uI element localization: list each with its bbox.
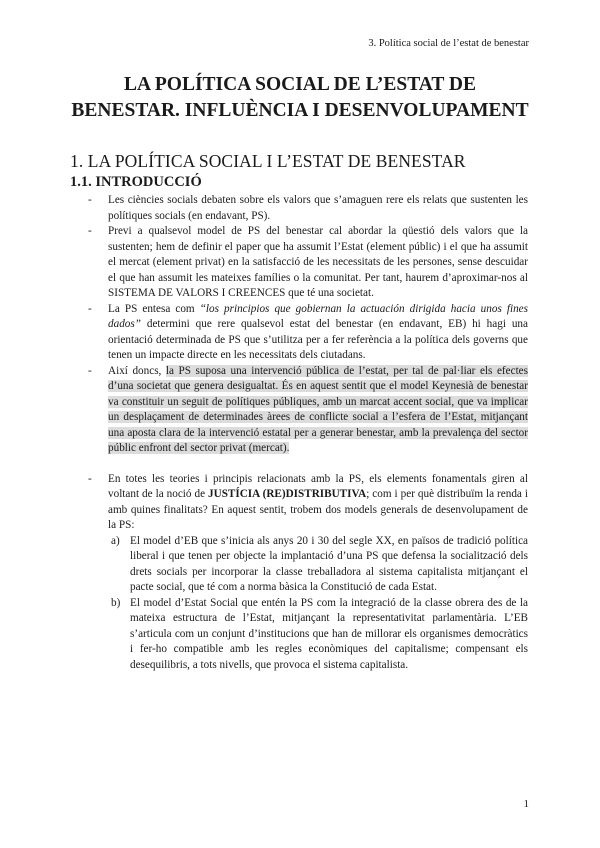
quote-text: “los principios que gobiernan la actuación dirigida hacia unos fines dados” <box>108 302 528 330</box>
subsection-heading: 1.1. INTRODUCCIÓ <box>70 174 202 190</box>
paragraph-text: El model d’EB que s’inicia als anys 20 i 30 del segle XX, en països de tradició política liberal i que tenen per objecte la implantació d’una PS que defensa la socialització dels drets socials per incorporar la classe treballadora al sistema capitalista mitjançant el pacte social, que té com a norma bàsica la Constitució de cada Estat. <box>130 534 528 593</box>
bold-term: JUSTÍCIA (RE)DISTRIBUTIVA <box>208 488 367 500</box>
paragraph-text: Previ a qualsevol model de PS del benestar cal abordar la qüestió dels valors que la sustenten; hem de definir el paper que ha assumit l’Estat (element públic) i el que ha assumit el mercat (element privat) en la satisfacció de les necessitats de les persones, sense descuidar el que han assumit les mateixes famílies o la comunitat. Per tant, haurem d’aproximar-nos al SISTEMA DE VALORS I CREENCES que té una societat. <box>108 225 528 299</box>
paragraph-text: Les ciències socials debaten sobre els valors que s’amaguen rere els relats que sustenten les polítiques socials (en endavant, PS). <box>108 194 528 222</box>
document-title: LA POLÍTICA SOCIAL DE L’ESTAT DE BENESTAR. INFLUÈNCIA I DESENVOLUPAMENT <box>71 74 529 121</box>
page-number: 1 <box>523 798 529 810</box>
paragraph-text: determini que rere qualsevol estat del benestar (en endavant, EB) hi hagi una orientació determinada de PS que s’utilitza per a fer referència a la política dels governs que tenen un impacte directe en les necessitats dels ciutadans. <box>108 318 528 361</box>
document-body <box>70 193 528 673</box>
paragraph-text: La PS entesa com <box>108 302 200 315</box>
list-item <box>70 193 528 224</box>
list-marker: b) <box>111 596 121 609</box>
sub-list-item <box>108 596 528 674</box>
list-marker: a) <box>111 534 120 547</box>
section-heading: 1. LA POLÍTICA SOCIAL I L’ESTAT DE BENESTAR <box>70 151 466 171</box>
paragraph-text: El model d’Estat Social que entén la PS com la integració de la classe obrera des de la mateixa estructura de l’Estat, mitjançant la representativitat parlamentària. L’EB s’articula com un conjunt d’institucions que han de millorar els organismes democràtics i fer-ho compatible amb les regles econòmiques del capitalisme; compensant els desequilibris, a tots nivells, que provoca el sistema capitalista. <box>130 596 528 671</box>
list-item <box>70 224 528 302</box>
list-item <box>70 302 528 364</box>
paragraph-text: ; com i per què distribuïm la renda i amb quines finalitats? En aquest sentit, trobem dos models generals de desenvolupament de la PS: <box>108 488 528 531</box>
sub-list-item <box>108 534 528 596</box>
highlighted-text: la PS suposa una intervenció pública de l’estat, per tal de pal·liar els efectes d’una societat que genera desigualtat. És en aquest sentit que el model Keynesià de benestar va constituir un seguit de polítiques públiques, amb un marcat accent social, que va implicar un desplaçament de determinades àrees de conflicte social a l’esfera de l’Estat, mitjançant una aposta clara de la intervenció estatal per a generar benestar, amb la prevalença del sector públic enfront del sector privat (mercat). <box>108 364 528 454</box>
paragraph-text: En totes les teories i principis relacionats amb la PS, els elements fonamentals giren al voltant de la noció de <box>108 472 528 500</box>
list-item <box>70 364 528 457</box>
paragraph-text: Així doncs, <box>108 364 166 377</box>
sub-list <box>108 534 528 674</box>
list-item <box>70 472 528 674</box>
bullet-list <box>70 193 528 673</box>
running-header: 3. Política social de l’estat de benestar <box>368 38 529 49</box>
